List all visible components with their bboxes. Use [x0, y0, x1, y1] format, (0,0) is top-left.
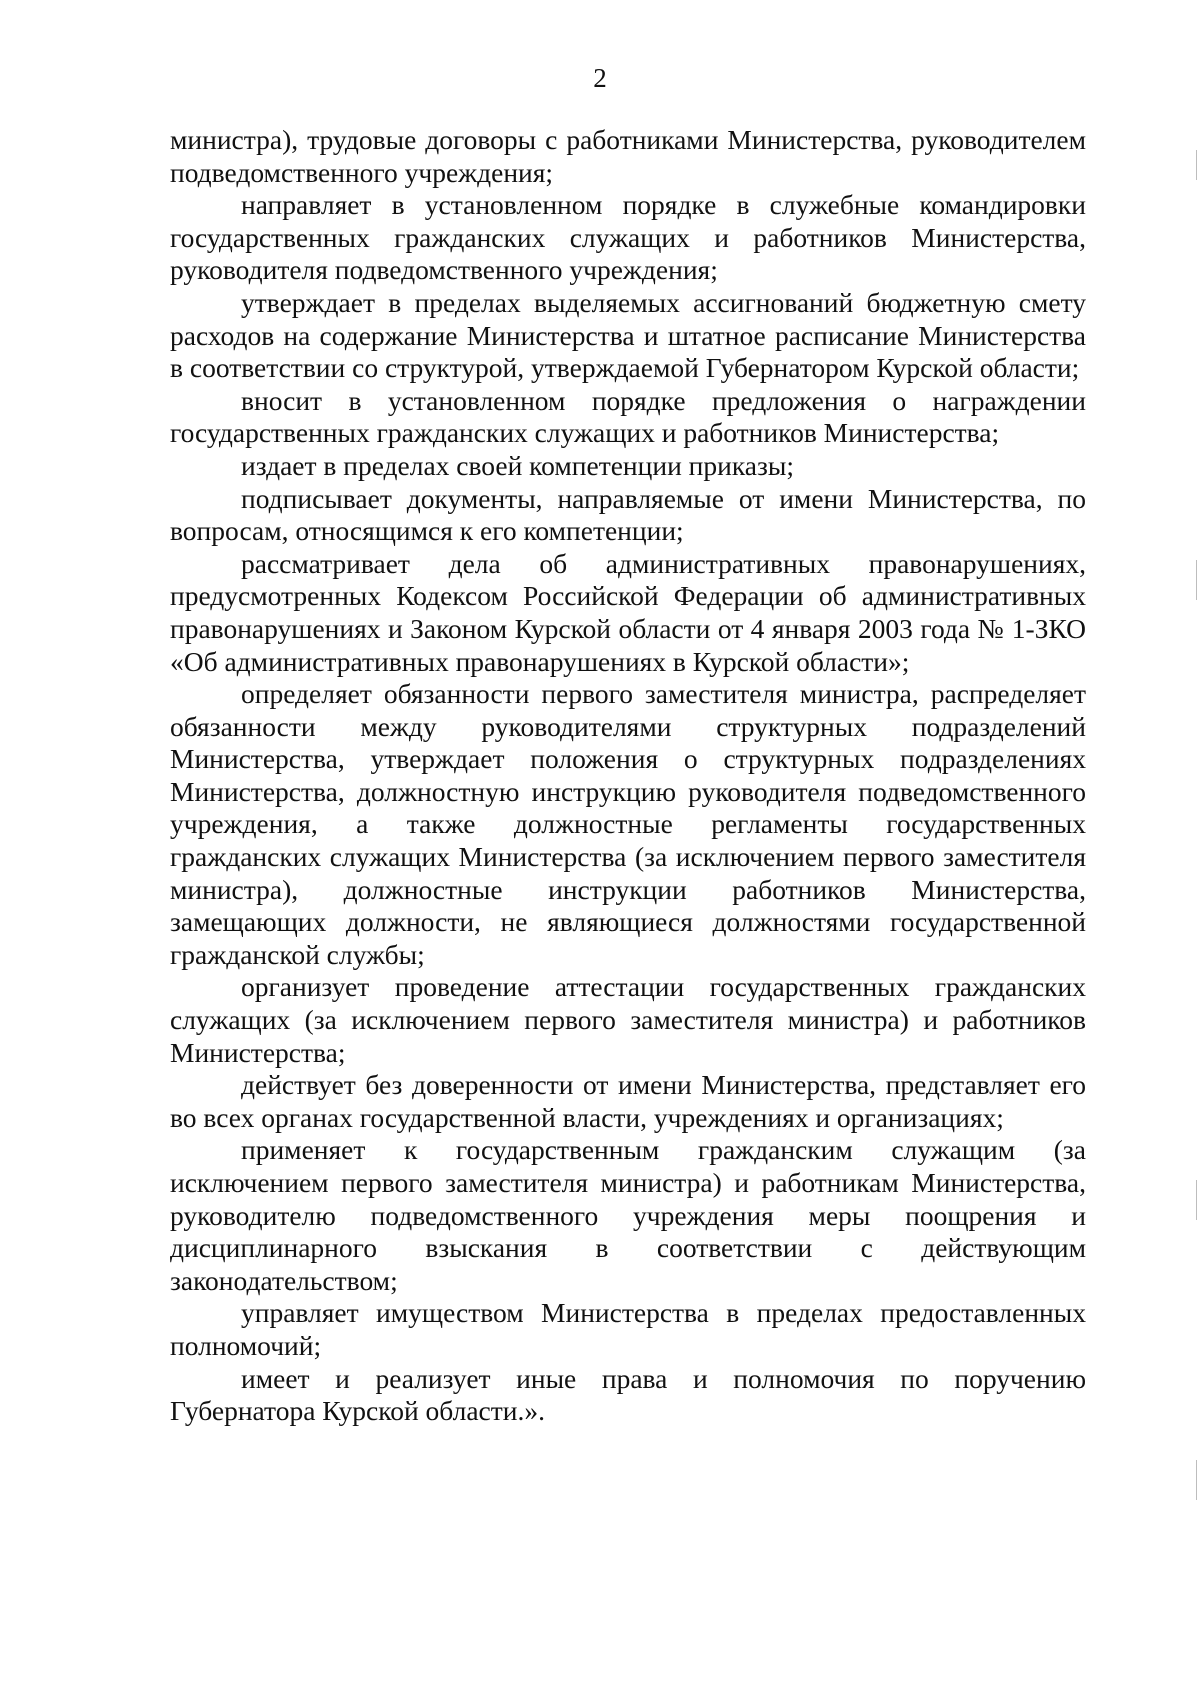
paragraph: министра), трудовые договоры с работниками Министерства, руководителем подведомственного учреждения; — [170, 124, 1086, 188]
paragraph: применяет к государственным гражданским служащим (за исключением первого заместителя министра) и работникам Министерства, руководителю подведомственного учреждения меры поощрения и дисциплинарного взыскания в соответствии с действующим законодательством; — [170, 1134, 1086, 1296]
paragraph: подписывает документы, направляемые от имени Министерства, по вопросам, относящимся к его компетенции; — [170, 482, 1086, 547]
document-body — [170, 124, 1086, 1428]
paragraph: действует без доверенности от имени Министерства, представляет его во всех органах государственной власти, учреждениях и организациях; — [170, 1069, 1086, 1133]
paragraph: имеет и реализует иные права и полномочия по поручению Губернатора Курской области.». — [170, 1362, 1086, 1427]
scan-edge-mark — [1196, 560, 1197, 600]
paragraph: управляет имуществом Министерства в пределах предоставленных полномочий; — [170, 1297, 1086, 1361]
paragraph: рассматривает дела об административных правонарушениях, предусмотренных Кодексом Российской Федерации об административных правонарушениях и Законом Курской области от 4 января 2003 года № 1-ЗКО «Об административных правонарушениях в Курской области»; — [170, 547, 1086, 677]
page-number: 2 — [593, 63, 607, 93]
paragraph: издает в пределах своей компетенции приказы; — [241, 449, 794, 481]
paragraph: утверждает в пределах выделяемых ассигнований бюджетную смету расходов на содержание Министерства и штатное расписание Министерства в соответствии со структурой, утверждаемой Губернатором Курской области; — [170, 286, 1086, 384]
paragraph: определяет обязанности первого заместителя министра, распределяет обязанности между руководителями структурных подразделений Министерства, утверждает положения о структурных подразделениях Министерства, должностную инструкцию руководителя подведомственного учреждения, а также должностные регламенты государственных гражданских служащих Министерства (за исключением первого заместителя министра), должностные инструкции работников Министерства, замещающих должности, не являющиеся должностями государственной гражданской службы; — [170, 678, 1086, 970]
scan-edge-mark — [1196, 150, 1197, 180]
scan-edge-mark — [1196, 1180, 1197, 1220]
paragraph: организует проведение аттестации государственных гражданских служащих (за исключением первого заместителя министра) и работников Министерства; — [170, 971, 1086, 1068]
paragraph: направляет в установленном порядке в служебные командировки государственных гражданских служащих и работников Министерства, руководителя подведомственного учреждения; — [170, 189, 1086, 286]
scan-edge-mark — [1196, 1460, 1197, 1500]
paragraph: вносит в установленном порядке предложения о награждении государственных гражданских служащих и работников Министерства; — [170, 384, 1086, 449]
